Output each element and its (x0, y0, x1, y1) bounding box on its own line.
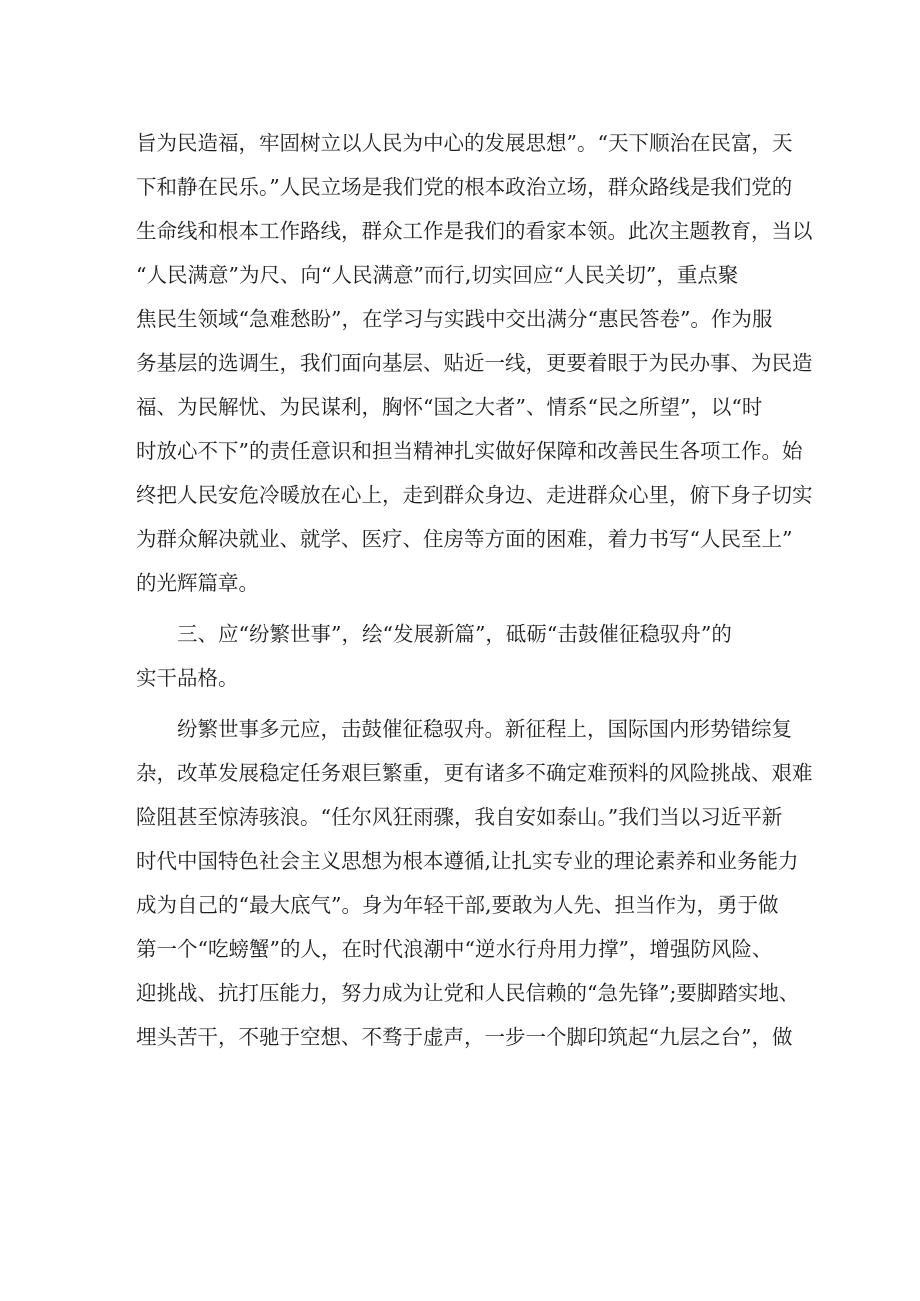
text-line: 杂，改革发展稳定任务艰巨繁重，更有诸多不确定难预料的风险挑战、艰难 (136, 761, 813, 785)
text-line: 的光辉篇章。 (136, 571, 259, 595)
text-line: 下和静在民乐。”人民立场是我们党的根本政治立场，群众路线是我们党的 (136, 175, 793, 199)
section-heading-continued: 实干品格。 (136, 666, 239, 690)
text-line: 第一个“吃螃蟹”的人，在时代浪潮中“逆水行舟用力撑”，增强防风险、 (136, 937, 773, 961)
text-line: 时代中国特色社会主义思想为根本遵循,让扎实专业的理论素养和业务能力 (136, 849, 799, 873)
text-line: 时放心不下”的责任意识和担当精神扎实做好保障和改善民生各项工作。始 (136, 439, 803, 463)
text-line: 为群众解决就业、就学、医疗、住房等方面的困难，着力书写“人民至上” (136, 527, 793, 551)
text-line: 埋头苦干，不驰于空想、不骛于虚声，一步一个脚印筑起“九层之台”，做 (136, 1025, 793, 1049)
text-line: 险阻甚至惊涛骇浪。“任尔风狂雨骤，我自安如泰山。”我们当以习近平新 (136, 805, 783, 829)
text-line: 终把人民安危冷暖放在心上，走到群众身边、走进群众心里，俯下身子切实 (136, 483, 813, 507)
text-line: “人民满意”为尺、向“人民满意”而行,切实回应“人民关切”，重点聚 (136, 263, 739, 287)
text-line: 焦民生领域“急难愁盼”，在学习与实践中交出满分“惠民答卷”。作为服 (136, 307, 773, 331)
text-line: 务基层的选调生，我们面向基层、贴近一线，更要着眼于为民办事、为民造 (136, 351, 813, 375)
text-line: 成为自己的“最大底气”。身为年轻干部,要敢为人先、担当作为，勇于做 (136, 893, 779, 917)
text-line: 纷繁世事多元应，击鼓催征稳驭舟。新征程上，国际国内形势错综复 (177, 717, 792, 741)
text-line: 生命线和根本工作路线，群众工作是我们的看家本领。此次主题教育，当以 (136, 219, 813, 243)
section-heading: 三、应“纷繁世事”，绘“发展新篇”，砥砺“击鼓催征稳驭舟”的 (177, 622, 732, 646)
text-line: 迎挑战、抗打压能力，努力成为让党和人民信赖的“急先锋”;要脚踏实地、 (136, 981, 800, 1005)
text-line: 福、为民解忧、为民谋利，胸怀“国之大者”、情系“民之所望”，以“时 (136, 395, 763, 419)
text-line: 旨为民造福，牢固树立以人民为中心的发展思想”。“天下顺治在民富，天 (136, 131, 793, 155)
